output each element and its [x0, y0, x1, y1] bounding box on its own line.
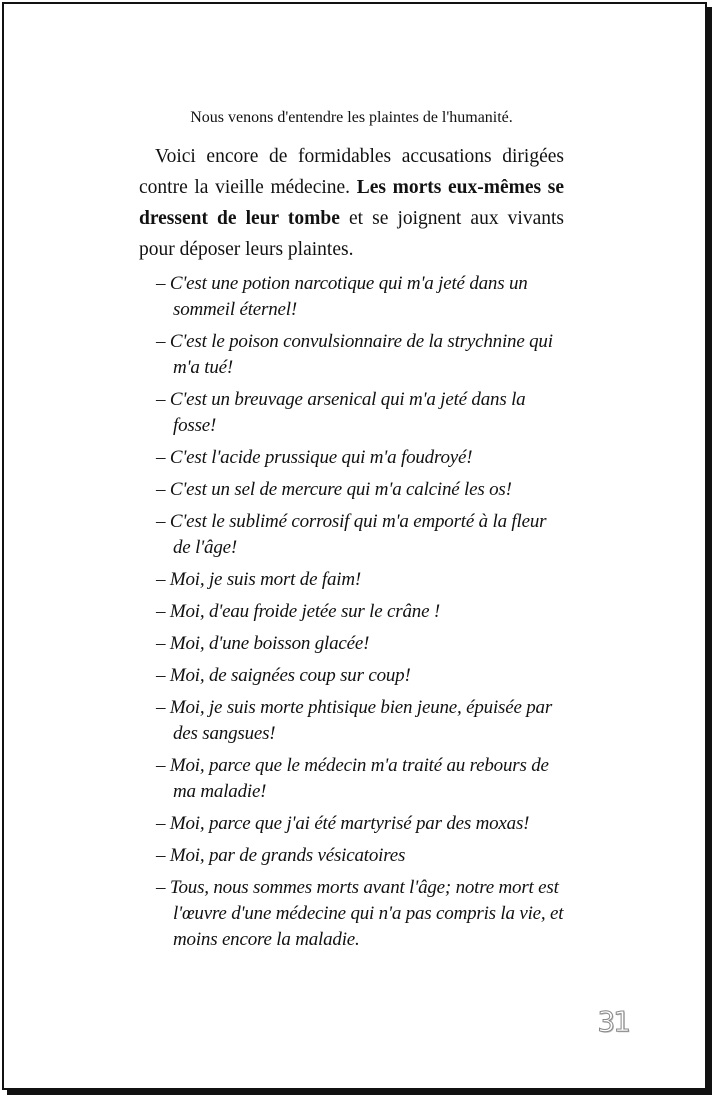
paragraph-text-end: et se joignent aux vivants pour déposer leurs plaintes. — [139, 208, 564, 260]
quote-list — [139, 271, 564, 953]
paragraph-text-start: Voici encore de formidables accusations dirigées contre la vieille médecine. — [139, 146, 564, 198]
quote-item: – C'est l'acide prussique qui m'a foudroyé! — [156, 447, 473, 468]
quote-item: – C'est une potion narcotique qui m'a jeté dans un sommeil éternel! — [156, 273, 528, 320]
quote-item: – Moi, parce que le médecin m'a traité au rebours de ma maladie! — [156, 755, 549, 802]
paragraph-bold-text: Les morts eux-mêmes se dressent de leur tombe — [139, 177, 564, 229]
page-number: 31 — [597, 1005, 629, 1038]
quote-item: – C'est le poison convulsionnaire de la strychnine qui m'a tué! — [156, 331, 553, 378]
quote-item: – Moi, je suis morte phtisique bien jeune, épuisée par des sangsues! — [156, 697, 553, 744]
page-content — [139, 109, 564, 959]
quote-item: – Moi, je suis mort de faim! — [156, 569, 361, 590]
document-page — [2, 2, 707, 1090]
quote-item: – C'est un sel de mercure qui m'a calciné les os! — [156, 479, 512, 500]
quote-item: – Moi, parce que j'ai été martyrisé par des moxas! — [156, 813, 530, 834]
quote-item: – Moi, d'une boisson glacée! — [156, 633, 370, 654]
quote-item: – Moi, par de grands vésicatoires — [156, 845, 406, 866]
quote-item: – Moi, d'eau froide jetée sur le crâne ! — [156, 601, 440, 622]
quote-item: – C'est le sublimé corrosif qui m'a emporté à la fleur de l'âge! — [156, 511, 547, 558]
intro-line: Nous venons d'entendre les plaintes de l'humanité. — [190, 109, 513, 126]
quote-item: – C'est un breuvage arsenical qui m'a jeté dans la fosse! — [156, 389, 526, 436]
quote-item: – Tous, nous sommes morts avant l'âge; notre mort est l'œuvre d'une médecine qui n'a pas compris la vie, et moins encore la maladie. — [156, 877, 564, 950]
body-paragraph — [139, 141, 564, 265]
quote-item: – Moi, de saignées coup sur coup! — [156, 665, 411, 686]
